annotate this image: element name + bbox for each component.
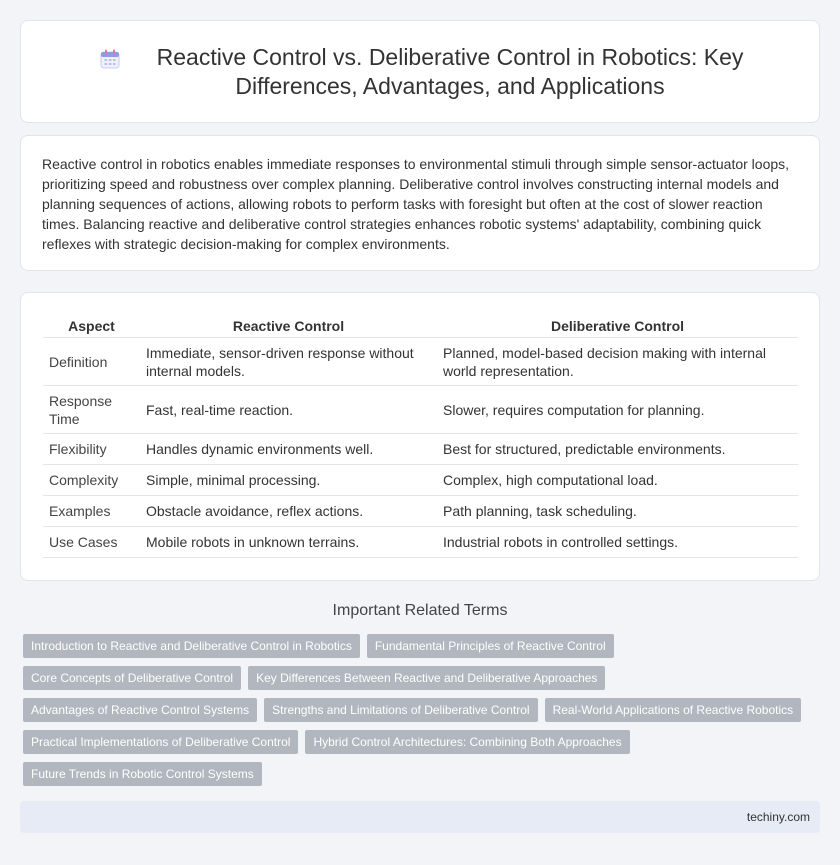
reactive-cell: Fast, real-time reaction. — [140, 386, 437, 434]
reactive-cell: Obstacle avoidance, reflex actions. — [140, 496, 437, 527]
aspect-cell: Response Time — [43, 386, 140, 434]
deliberative-cell: Industrial robots in controlled settings. — [437, 527, 798, 558]
table-row — [43, 527, 798, 558]
related-terms-list — [23, 634, 823, 794]
related-term-tag[interactable]: Advantages of Reactive Control Systems — [23, 698, 257, 722]
related-terms-heading: Important Related Terms — [332, 602, 508, 619]
table-row — [43, 496, 798, 527]
related-term-tag[interactable]: Introduction to Reactive and Deliberative Control in Robotics — [23, 634, 360, 658]
intro-paragraph: Reactive control in robotics enables immediate responses to environmental stimuli through simple sensor-actuator loops, prioritizing speed and robustness over complex planning. Deliberative control involves constructing internal models and planning sequences of actions, allowing robots to perform tasks with foresight but often at the cost of slower reaction times. Balancing reactive and deliberative control strategies enhances robotic systems' adaptability, combining quick reflexes with strategic decision-making for complex environments. — [42, 156, 790, 252]
table-row — [43, 465, 798, 496]
intro-card — [20, 135, 820, 271]
related-term-tag[interactable]: Practical Implementations of Deliberative Control — [23, 730, 298, 754]
related-term-tag[interactable]: Key Differences Between Reactive and Deliberative Approaches — [248, 666, 605, 690]
column-header-aspect: Aspect — [43, 315, 140, 338]
footer — [20, 801, 820, 833]
reactive-cell: Handles dynamic environments well. — [140, 434, 437, 465]
aspect-cell: Flexibility — [43, 434, 140, 465]
site-name[interactable]: techiny.com — [746, 810, 810, 824]
reactive-cell: Simple, minimal processing. — [140, 465, 437, 496]
aspect-cell: Complexity — [43, 465, 140, 496]
related-term-tag[interactable]: Strengths and Limitations of Deliberative Control — [264, 698, 537, 722]
related-term-tag[interactable]: Fundamental Principles of Reactive Control — [367, 634, 614, 658]
related-term-tag[interactable]: Core Concepts of Deliberative Control — [23, 666, 241, 690]
reactive-cell: Immediate, sensor-driven response without internal models. — [140, 338, 437, 386]
column-header-reactive: Reactive Control — [140, 315, 437, 338]
aspect-cell: Definition — [43, 338, 140, 386]
header-card — [20, 20, 820, 123]
column-header-deliberative: Deliberative Control — [437, 315, 798, 338]
comparison-table — [43, 315, 798, 558]
reactive-cell: Mobile robots in unknown terrains. — [140, 527, 437, 558]
table-row — [43, 434, 798, 465]
table-row — [43, 386, 798, 434]
aspect-cell: Examples — [43, 496, 140, 527]
related-term-tag[interactable]: Future Trends in Robotic Control Systems — [23, 762, 262, 786]
deliberative-cell: Planned, model-based decision making with internal world representation. — [437, 338, 798, 386]
table-header-row — [43, 315, 798, 338]
deliberative-cell: Best for structured, predictable environments. — [437, 434, 798, 465]
table-row — [43, 338, 798, 386]
related-term-tag[interactable]: Real-World Applications of Reactive Robotics — [545, 698, 802, 722]
deliberative-cell: Slower, requires computation for planning. — [437, 386, 798, 434]
aspect-cell: Use Cases — [43, 527, 140, 558]
deliberative-cell: Path planning, task scheduling. — [437, 496, 798, 527]
comparison-table-card — [20, 292, 820, 581]
related-term-tag[interactable]: Hybrid Control Architectures: Combining Both Approaches — [305, 730, 629, 754]
page-title: Reactive Control vs. Deliberative Control in Robotics: Key Differences, Advantages, and Applications — [156, 44, 744, 99]
deliberative-cell: Complex, high computational load. — [437, 465, 798, 496]
